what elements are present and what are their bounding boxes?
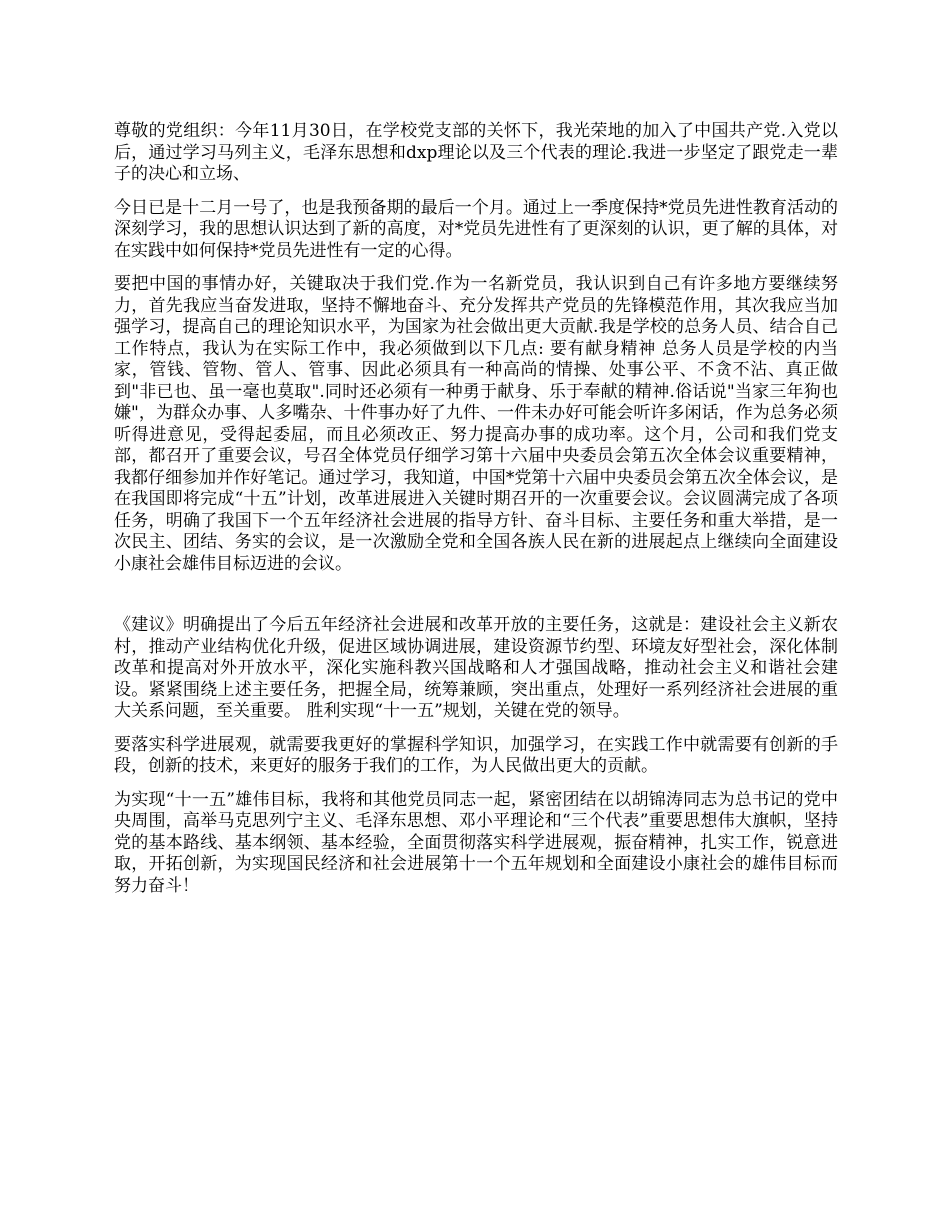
paragraph-greeting: 尊敬的党组织：今年11月30日，在学校党支部的关怀下，我光荣地的加入了中国共产党.入党以后，通过学习马列主义，毛泽东思想和dxp理论以及三个代表的理论.我进一步坚定了跟党走一辈子的决心和立场、 (114, 121, 838, 184)
paragraph-duties: 要把中国的事情办好，关键取决于我们党.作为一名新党员，我认识到自己有许多地方要继续努力，首先我应当奋发进取，坚持不懈地奋斗、充分发挥共产党员的先锋模范作用，其次我应当加强学习，提高自己的理论知识水平，为国家为社会做出更大贡献.我是学校的总务人员、结合自己工作特点，我认为在实际工作中，我必须做到以下几点: 要有献身精神 总务人员是学校的内当家，管钱、管物、管人、管事、因此必须具有一种高尚的情操、处事公平、不贪不沾、真正做到"非已也、虽一毫也莫取".同时还必须有一种勇于献身、乐于奉献的精神.俗话说"当家三年狗也嫌"，为群众办事、人多嘴杂、十件事办好了九件、一件未办好可能会听许多闲话，作为总务必须听得进意见，受得起委屈，而且必须改正、努力提高办事的成功率。这个月，公司和我们党支部，都召开了重要会议，号召全体党员仔细学习第十六届中央委员会第五次全体会议重要精神，我都仔细参加并作好笔记。通过学习，我知道，中国*党第十六届中央委员会第五次全体会议，是在我国即将完成“十五”计划，改革进展进入关键时期召开的一次重要会议。会议圆满完成了各项任务，明确了我国下一个五年经济社会进展的指导方针、奋斗目标、主要任务和重大举措，是一次民主、团结、务实的会议，是一次激励全党和全国各族人民在新的进展起点上继续向全面建设小康社会雄伟目标迈进的会议。 (114, 274, 838, 574)
paragraph-conclusion: 为实现“十一五”雄伟目标，我将和其他党员同志一起，紧密团结在以胡锦涛同志为总书记的党中央周围，高举马克思列宁主义、毛泽东思想、邓小平理论和“三个代表”重要思想伟大旗帜，坚持党的基本路线、基本纲领、基本经验，全面贯彻落实科学进展观，振奋精神，扎实工作，锐意进取，开拓创新，为实现国民经济和社会进展第十一个五年规划和全面建设小康社会的雄伟目标而努力奋斗！ (114, 789, 838, 896)
paragraph-probation: 今日已是十二月一号了，也是我预备期的最后一个月。通过上一季度保持*党员先进性教育活动的深刻学习，我的思想认识达到了新的高度，对*党员先进性有了更深刻的认识，更了解的具体，对在实践中如何保持*党员先进性有一定的心得。 (114, 197, 838, 261)
document-body (114, 121, 838, 909)
paragraph-scientific-development: 要落实科学进展观，就需要我更好的掌握科学知识，加强学习，在实践工作中就需要有创新的手段，创新的技术，来更好的服务于我们的工作，为人民做出更大的贡献。 (114, 734, 838, 776)
paragraph-proposal: 《建议》明确提出了今后五年经济社会进展和改革开放的主要任务，这就是：建设社会主义新农村，推动产业结构优化升级，促进区域协调进展，建设资源节约型、环境友好型社会，深化体制改革和提高对外开放水平，深化实施科教兴国战略和人才强国战略，推动社会主义和谐社会建设。紧紧围绕上述主要任务，把握全局，统筹兼顾，突出重点，处理好一系列经济社会进展的重大关系问题，至关重要。 胜利实现“十一五”规划，关键在党的领导。 (114, 615, 838, 721)
